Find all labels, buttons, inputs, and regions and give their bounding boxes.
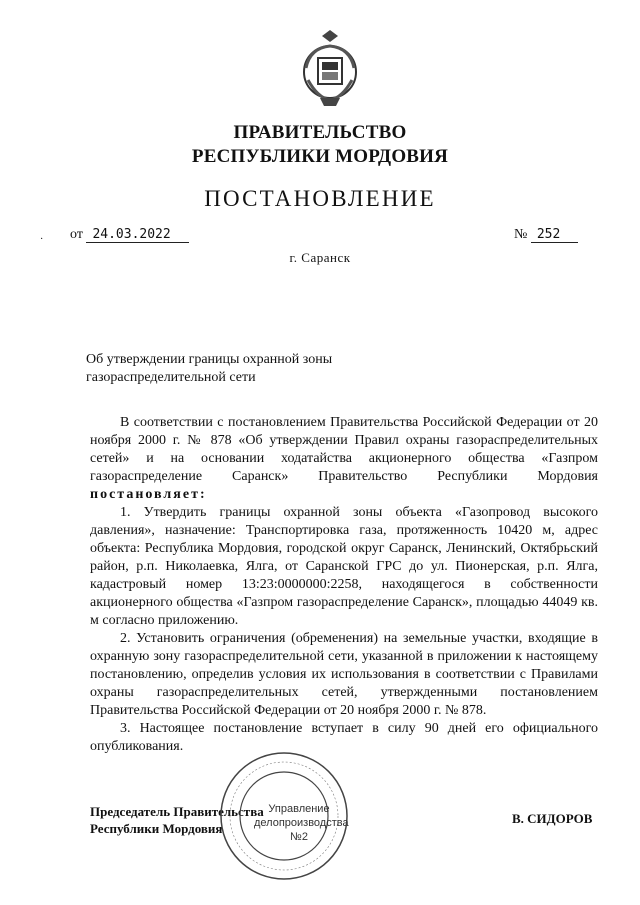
document-body <box>90 414 598 756</box>
document-date: 24.03.2022 <box>86 227 188 243</box>
intro-paragraph <box>90 414 598 504</box>
stamp-line1: Управление <box>268 803 330 815</box>
paragraph-3: 3. Настоящее постановление вступает в силу 90 дней его официального опубликования. <box>90 721 598 754</box>
document-number: 252 <box>531 227 578 243</box>
number-prefix: № <box>514 227 528 242</box>
margin-dot: · <box>40 234 44 245</box>
date-row <box>70 227 189 243</box>
date-prefix: от <box>70 227 83 242</box>
stamp-line3: №2 <box>290 831 308 843</box>
signatory-title-line1: Председатель Правительства <box>90 804 264 819</box>
intro-text: В соответствии с постановлением Правительства Российской Федерации от 20 ноября 2000 г. № 878 «Об утверждении Правил охраны газораспределительных сетей» и на основании ходатайства акционерного общества «Газпром газораспределение Саранск» Правительство Республики Мордовия <box>90 415 598 484</box>
signatory-title-line2: Республики Мордовия <box>90 821 223 836</box>
paragraph-2: 2. Установить ограничения (обременения) на земельные участки, входящие в охранную зону газораспределительной сети, указанной в приложении к настоящему постановлению, определив условия их использования в соответствии с Правилами охраны газораспределительных сетей, утвержденными постановлением Правительства Российской Федерации от 20 ноября 2000 г. № 878. <box>90 631 598 718</box>
document-subject: Об утверждении границы охранной зоны газораспределительной сети <box>86 352 333 385</box>
stamp-text <box>254 802 349 844</box>
coat-of-arms-emblem <box>298 28 362 108</box>
resolves-word: постановляет: <box>90 487 207 502</box>
city-line: г. Саранск <box>289 250 351 265</box>
government-name-line1: ПРАВИТЕЛЬСТВО <box>233 122 407 143</box>
signatory-name: В. СИДОРОВ <box>512 811 593 826</box>
number-row <box>514 227 578 243</box>
document-type-title: ПОСТАНОВЛЕНИЕ <box>204 186 436 211</box>
stamp-line2: делопроизводства <box>254 817 349 829</box>
paragraph-1: 1. Утвердить границы охранной зоны объекта «Газопровод высокого давления», назначение: Транспортировка газа, протяженность 10420 м, адрес объекта: Республика Мордовия, городской округ Саранск, Ленинский, Октябрьский район, р.п. Николаевка, Ялга, от Саранской ГРС до ул. Пионерская, р.п. Ялга, кадастровый номер 13:23:0000000:2258, находящегося в собственности акционерного общества «Газпром газораспределение Саранск», площадью 44049 кв. м согласно приложению. <box>90 505 598 628</box>
government-name-line2: РЕСПУБЛИКИ МОРДОВИЯ <box>191 146 449 167</box>
